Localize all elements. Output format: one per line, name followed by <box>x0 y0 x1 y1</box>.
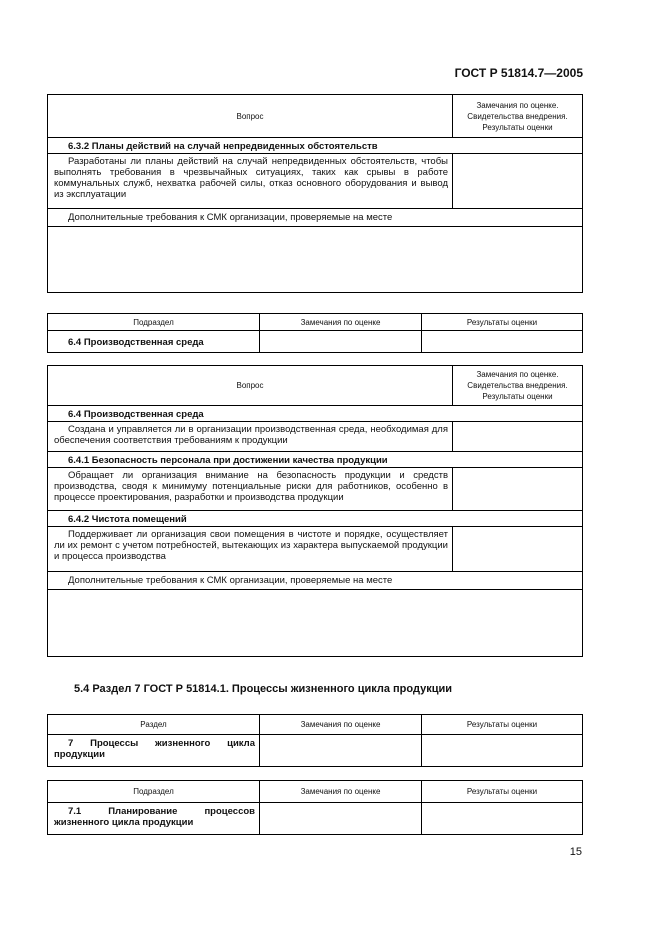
remarks-cell[interactable] <box>453 468 583 511</box>
col-section-header: Раздел <box>48 715 260 735</box>
remarks-cell[interactable] <box>260 803 422 835</box>
col-results-header: Результаты оценки <box>422 314 583 331</box>
remarks-cell[interactable] <box>260 331 422 353</box>
col-question-header: Вопрос <box>48 95 453 138</box>
question-text-6-4: Создана и управляется ли в организации производственная среда, необходимая для обеспечения соответствия требованиям к продукции <box>48 422 453 452</box>
document-id: ГОСТ Р 51814.7—2005 <box>454 66 583 80</box>
remarks-cell[interactable] <box>453 154 583 209</box>
table-subsection-6-4 <box>47 313 583 353</box>
question-text: Разработаны ли планы действий на случай непредвиденных обстоятельств, чтобы выполнять требования в чрезвычайных ситуациях, таких как срывы в работе коммунальных служб, нехватка рабочей силы, отказ основного оборудования и вывод из эксплуатации <box>48 154 453 209</box>
col-results-header: Результаты оценки <box>422 781 583 803</box>
remarks-cell[interactable] <box>453 422 583 452</box>
table-production-environment <box>47 365 583 657</box>
table-subsection-7-1 <box>47 780 583 835</box>
table-section-7 <box>47 714 583 767</box>
col-remarks-header: Замечания по оценке. Свидетельства внедрения. Результаты оценки <box>453 366 583 406</box>
col-question-header: Вопрос <box>48 366 453 406</box>
subsection-title-7-1: 7.1 Планирование процессов жизненного цикла продукции <box>48 803 260 835</box>
additional-requirements-area[interactable] <box>48 590 583 657</box>
col-remarks-header: Замечания по оценке <box>260 781 422 803</box>
results-cell[interactable] <box>422 735 583 767</box>
additional-requirements-label: Дополнительные требования к СМК организации, проверяемые на месте <box>48 209 583 227</box>
additional-requirements-label: Дополнительные требования к СМК организации, проверяемые на месте <box>48 572 583 590</box>
results-cell[interactable] <box>422 803 583 835</box>
col-subsection-header: Подраздел <box>48 314 260 331</box>
question-text-6-4-1: Обращает ли организация внимание на безопасность продукции и средств производства, сводя к минимуму потенциальные риски для работников, особенно в процессе проектирования, разработки и производства продукции <box>48 468 453 511</box>
section-title-6-4-2: 6.4.2 Чистота помещений <box>48 511 583 527</box>
section-title-6-4: 6.4 Производственная среда <box>48 406 583 422</box>
additional-requirements-area[interactable] <box>48 227 583 293</box>
col-remarks-header: Замечания по оценке <box>260 715 422 735</box>
question-text-6-4-2: Поддерживает ли организация свои помещения в чистоте и порядке, осуществляет ли их ремонт с учетом потребностей, вытекающих из характера выпускаемой продукции и процесса производства <box>48 527 453 572</box>
results-cell[interactable] <box>422 331 583 353</box>
section-title: 6.3.2 Планы действий на случай непредвиденных обстоятельств <box>48 138 583 154</box>
col-remarks-header: Замечания по оценке. Свидетельства внедрения. Результаты оценки <box>453 95 583 138</box>
table-contingency-plans <box>47 94 583 293</box>
section-heading: 5.4 Раздел 7 ГОСТ Р 51814.1. Процессы жизненного цикла продукции <box>74 683 453 695</box>
subsection-title: 6.4 Производственная среда <box>48 331 260 353</box>
remarks-cell[interactable] <box>453 527 583 572</box>
section-title-7: 7 Процессы жизненного цикла продукции <box>48 735 260 767</box>
col-subsection-header: Подраздел <box>48 781 260 803</box>
col-remarks-header: Замечания по оценке <box>260 314 422 331</box>
col-results-header: Результаты оценки <box>422 715 583 735</box>
remarks-cell[interactable] <box>260 735 422 767</box>
section-title-6-4-1: 6.4.1 Безопасность персонала при достижении качества продукции <box>48 452 583 468</box>
page-number: 15 <box>569 846 582 858</box>
